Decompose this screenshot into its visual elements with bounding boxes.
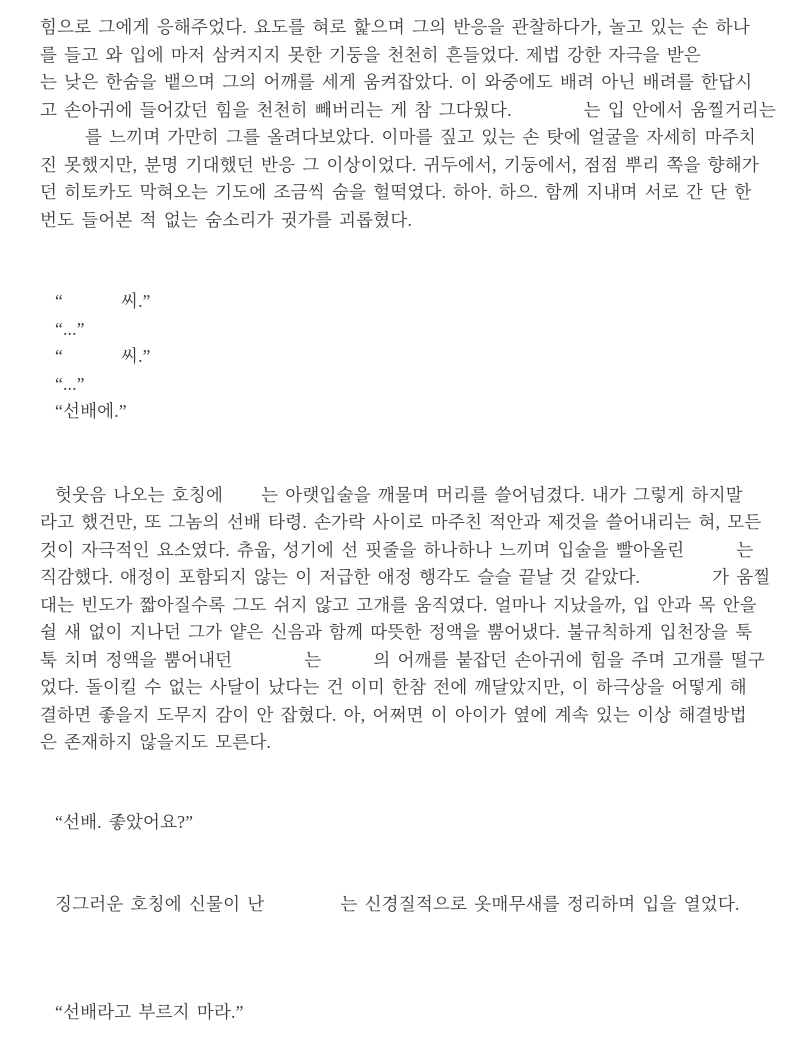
text-line xyxy=(40,152,772,180)
dialogue-block-2 xyxy=(40,809,772,837)
text-segment: 는 아랫입술을 깨물며 머리를 쓸어넘겼다. 내가 그렇게 하지말 xyxy=(261,484,743,505)
text-segment: 는 낮은 한숨을 뱉으며 그의 어깨를 세게 움켜잡았다. 이 와중에도 배려 아닌 배려를 한답시 xyxy=(40,72,753,92)
dialogue-line xyxy=(40,343,772,371)
text-segment: 툭 치며 정액을 뿜어내던 xyxy=(40,649,233,670)
text-segment: 를 들고 와 입에 마저 삼켜지지 못한 기둥을 천천히 흔들었다. 제법 강한 자극을 받은 xyxy=(40,44,702,65)
text-segment: 은 존재하지 않을지도 모른다. xyxy=(40,732,272,752)
text-line xyxy=(40,729,772,757)
text-segment: “...” xyxy=(55,318,85,339)
text-segment: “선배. 좋았어요?” xyxy=(55,811,194,832)
text-line xyxy=(40,619,772,647)
text-line xyxy=(40,482,772,510)
text-segment: 는 xyxy=(736,539,754,560)
dialogue-block-1 xyxy=(40,288,772,426)
text-line xyxy=(40,97,776,125)
text-line xyxy=(40,891,772,919)
text-line xyxy=(40,207,772,235)
text-line xyxy=(40,179,772,207)
dialogue-line xyxy=(40,288,772,316)
redacted-name-gap xyxy=(512,114,584,116)
text-segment: 결하면 좋을지 도무지 감이 안 잡혔다. 아, 어쩌면 이 아이가 옆에 계속 있는 이상 해결방법 xyxy=(40,704,747,725)
text-segment: 가 움찔 xyxy=(712,567,771,587)
text-segment: 헛웃음 나오는 호칭에 xyxy=(55,484,224,505)
text-line xyxy=(40,69,772,97)
text-line xyxy=(40,509,772,537)
text-line xyxy=(40,537,772,565)
text-line xyxy=(40,564,772,592)
text-segment: 는 xyxy=(304,649,322,670)
text-segment: 었다. 돌이킬 수 없는 사달이 났다는 건 이미 한참 전에 깨달았지만, 이 하극상을 어떻게 해 xyxy=(40,677,747,697)
redacted-name-gap xyxy=(63,305,121,307)
text-segment: 던 히토카도 막혀오는 기도에 조금씩 숨을 헐떡였다. 하아. 하으. 함께 지내며 서로 간 단 한 xyxy=(40,182,752,202)
dialogue-block-3 xyxy=(40,999,772,1027)
text-line xyxy=(40,674,772,702)
redacted-name-gap xyxy=(232,664,304,666)
text-line xyxy=(40,702,772,730)
text-line xyxy=(40,647,772,675)
text-segment: 것이 자극적인 요소였다. 츄웁, 성기에 선 핏줄을 하나하나 느끼며 입술을 빨아올린 xyxy=(40,539,685,560)
text-segment: 직감했다. 애정이 포함되지 않는 이 저급한 애정 행각도 슬슬 끝날 것 같았다. xyxy=(40,567,641,587)
text-segment: “...” xyxy=(55,373,85,394)
text-segment: 힘으로 그에게 응해주었다. 요도를 혀로 핥으며 그의 반응을 관찰하다가, 놀고 있는 손 하나 xyxy=(40,17,750,37)
narration-line xyxy=(40,891,772,919)
dialogue-line xyxy=(40,371,772,399)
text-segment: 의 어깨를 붙잡던 손아귀에 힘을 주며 고개를 떨구 xyxy=(373,649,766,670)
text-segment: 를 느끼며 가만히 그를 올려다보았다. 이마를 짚고 있는 손 탓에 얼굴을 자세히 마주치 xyxy=(85,127,757,147)
dialogue-line xyxy=(40,398,772,426)
quote-mark: “ xyxy=(55,291,63,311)
text-segment: 씨.” xyxy=(120,346,151,366)
text-segment: 고 손아귀에 들어갔던 힘을 천천히 빼버리는 게 참 그다웠다. xyxy=(40,99,512,120)
redacted-name-gap xyxy=(640,581,712,583)
text-line xyxy=(40,42,772,70)
dialogue-line xyxy=(40,809,772,837)
text-segment: 씨.” xyxy=(120,291,151,311)
redacted-name-gap xyxy=(63,360,121,362)
dialogue-line xyxy=(40,999,772,1027)
redacted-name-gap xyxy=(321,664,373,666)
redacted-name-gap xyxy=(223,499,261,501)
dialogue-line xyxy=(40,316,772,344)
text-segment: 쉴 새 없이 지나던 그가 얕은 신음과 함께 따뜻한 정액을 뿜어냈다. 불규칙하게 입천장을 툭 xyxy=(40,622,753,642)
paragraph-1 xyxy=(40,14,776,234)
text-segment: “선배라고 부르지 마라.” xyxy=(55,1001,244,1022)
text-segment: 진 못했지만, 분명 기대했던 반응 그 이상이었다. 귀두에서, 기둥에서, 점점 뿌리 쪽을 향해가 xyxy=(40,154,759,175)
redacted-name-gap xyxy=(264,908,340,910)
redacted-name-gap xyxy=(40,141,85,143)
text-segment: 번도 들어본 적 없는 숨소리가 귓가를 괴롭혔다. xyxy=(40,209,413,230)
text-segment: 는 신경질적으로 옷매무새를 정리하며 입을 열었다. xyxy=(340,894,740,914)
text-segment: 징그러운 호칭에 신물이 난 xyxy=(55,894,265,914)
text-segment: 는 입 안에서 움찔거리는 xyxy=(583,99,776,120)
text-line xyxy=(40,124,772,152)
paragraph-2 xyxy=(40,482,772,757)
quote-mark: “ xyxy=(55,346,63,366)
text-segment: 대는 빈도가 짧아질수록 그도 쉬지 않고 고개를 움직였다. 얼마나 지났을까, 입 안과 목 안을 xyxy=(40,594,757,615)
text-segment: 라고 했건만, 또 그놈의 선배 타령. 손가락 사이로 마주친 적안과 제것을 쓸어내리는 혀, 모든 xyxy=(40,512,762,532)
text-line xyxy=(40,14,772,42)
text-line xyxy=(40,592,772,620)
redacted-name-gap xyxy=(684,554,736,556)
text-segment: “선배에.” xyxy=(55,401,127,421)
